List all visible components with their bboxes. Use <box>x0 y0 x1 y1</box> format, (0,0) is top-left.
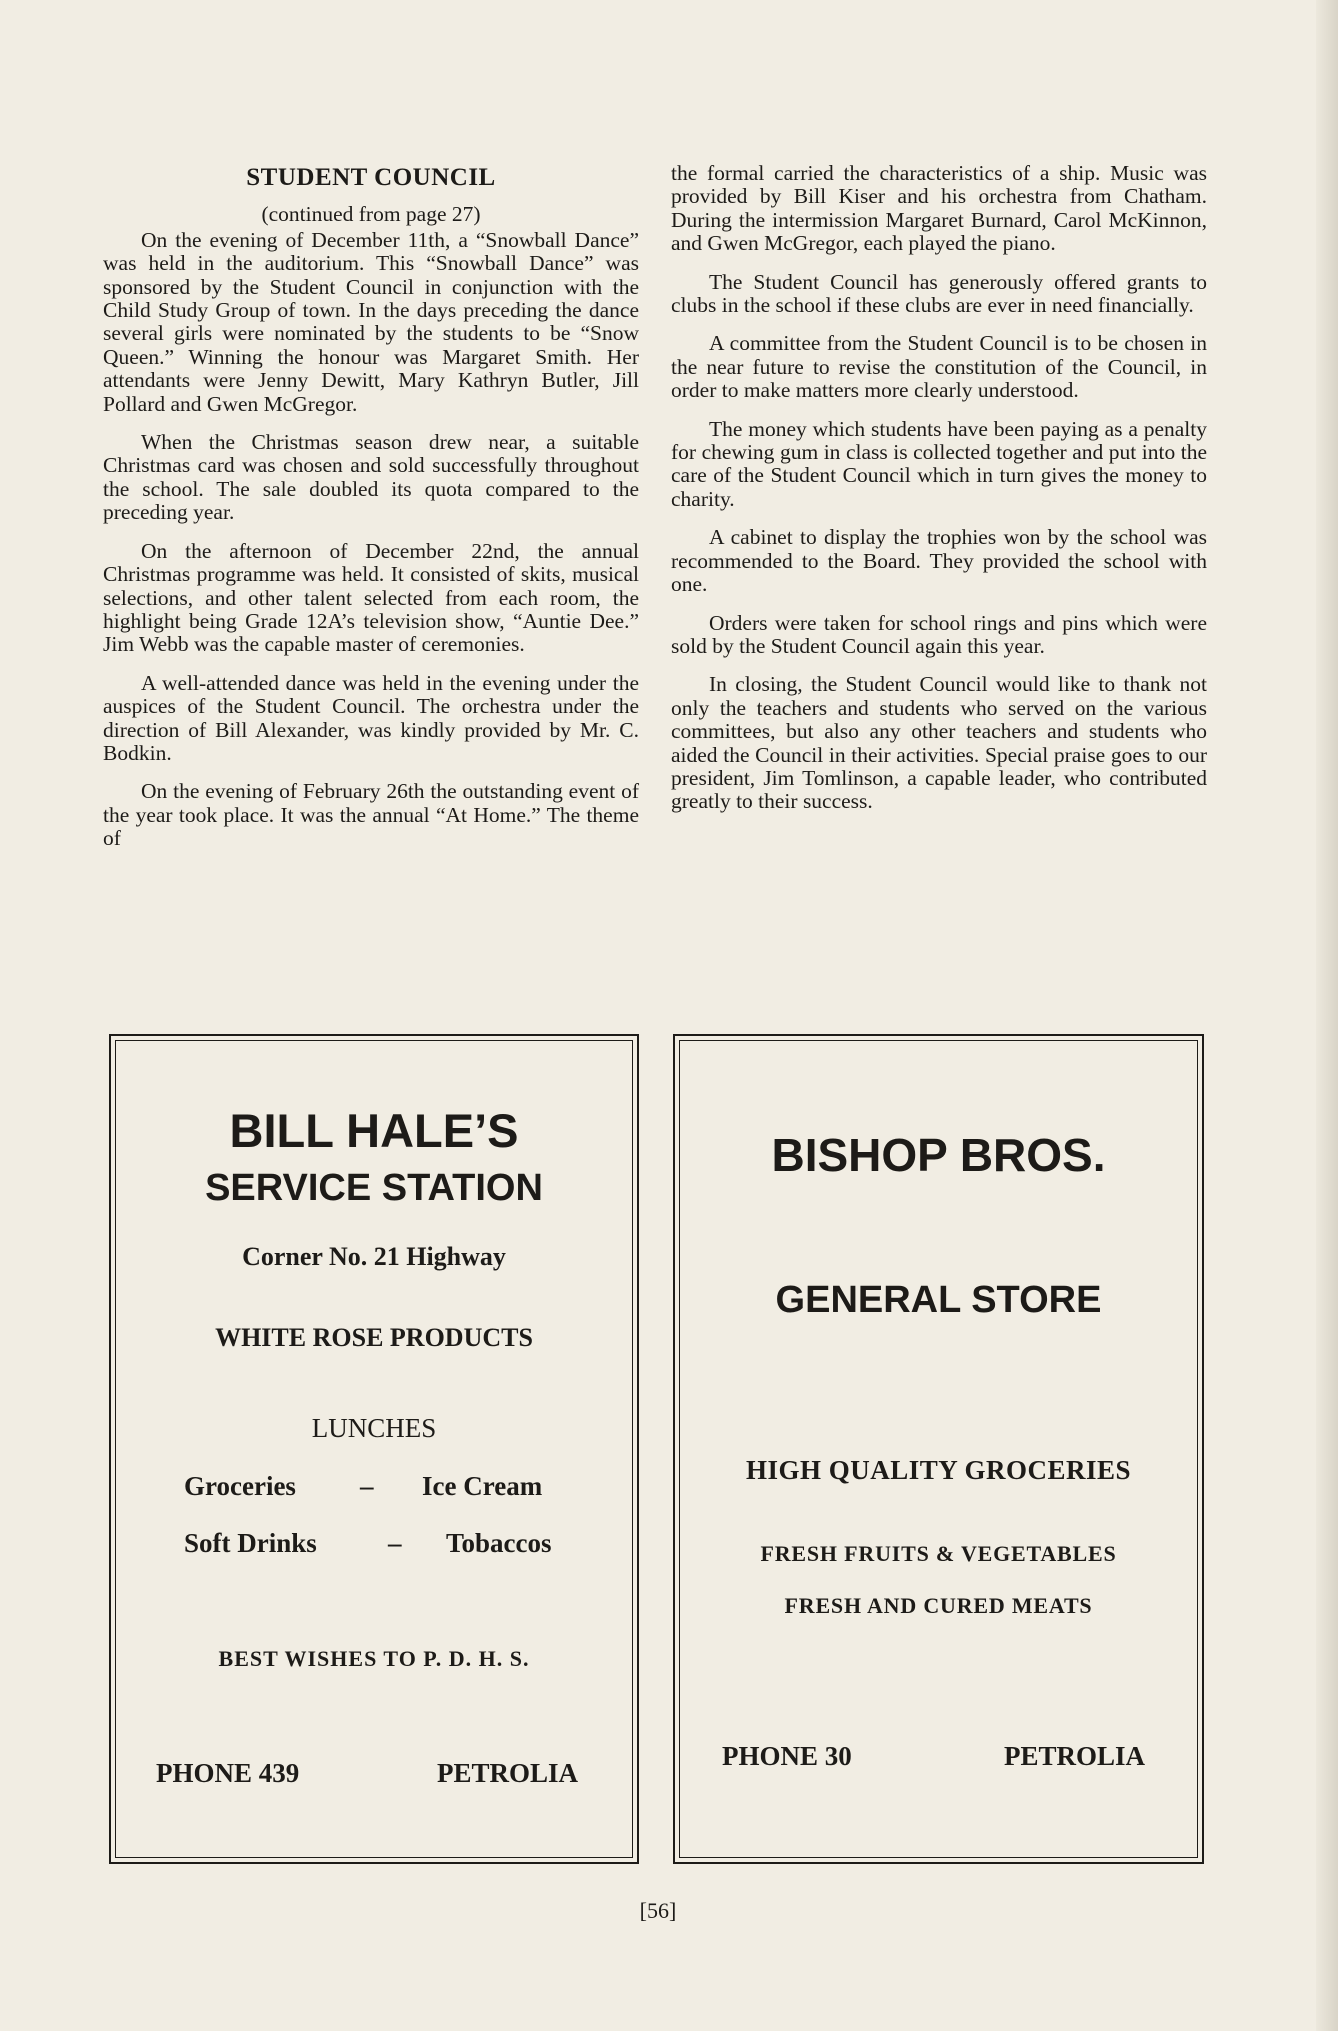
article-paragraph: the formal carried the characteristics of a ship. Music was provided by Bill Kiser and his orchestra from Chatham. During the intermission Margaret Burnard, Carol McKinnon, and Gwen McGregor, each played the piano. <box>671 161 1207 256</box>
ad-business-name: BILL HALE’S <box>229 1104 519 1157</box>
ad-fruits: FRESH FRUITS & VEGETABLES <box>760 1541 1117 1566</box>
article-paragraph: On the evening of December 11th, a “Snowball Dance” was held in the auditorium. This “Snowball Dance” was sponsored by the Student Council in conjunction with the Child Study Group of town. In the days preceding the dance several girls were nominated by the students to be “Snow Queen.” Winning the honour was Margaret Smith. Her attendants were Jenny Dewitt, Mary Kathryn Butler, Jill Pollard and Gwen McGregor. <box>103 227 639 416</box>
ad-phone: PHONE 30 <box>722 1741 852 1771</box>
page-number: [56] <box>639 1898 677 1923</box>
article-paragraph: A well-attended dance was held in the evening under the auspices of the Student Council. The orchestra under the direction of Bill Alexander, was kindly provided by Mr. C. Bodkin. <box>103 670 639 765</box>
ad-dash: – <box>388 1528 402 1558</box>
ad-inner-border <box>679 1040 1198 1858</box>
article-title: STUDENT COUNCIL <box>246 164 496 191</box>
ad-groceries: HIGH QUALITY GROCERIES <box>745 1455 1132 1485</box>
article-paragraph: The Student Council has generously offered grants to clubs in the school if these clubs are ever in need financially. <box>671 269 1207 318</box>
ad-best-wishes: BEST WISHES TO P. D. H. S. <box>218 1646 530 1671</box>
ad-dash: – <box>360 1471 374 1501</box>
page-edge <box>1316 0 1338 2031</box>
article-paragraph: In closing, the Student Council would like to thank not only the teachers and students who served on the various committees, but also any other teachers and students who aided the Council in their activities. Special praise goes to our president, Jim Tomlinson, a capable leader, who contributed greatly to their success. <box>671 672 1207 814</box>
ad-lunches: LUNCHES <box>311 1413 437 1443</box>
article-paragraph: A cabinet to display the trophies won by the school was recommended to the Board. They provided the school with one. <box>671 525 1207 597</box>
ad-tobaccos: Tobaccos <box>446 1528 552 1558</box>
ad-business-type: GENERAL STORE <box>775 1279 1102 1321</box>
article-paragraph: Orders were taken for school rings and pins which were sold by the Student Council again this year. <box>671 610 1207 658</box>
article-paragraph: When the Christmas season drew near, a suitable Christmas card was chosen and sold successfully throughout the school. The sale doubled its quota compared to the preceding year. <box>103 430 639 525</box>
ad-town: PETROLIA <box>437 1758 579 1788</box>
bishop-bros-advertisement <box>673 1034 1204 1864</box>
ad-phone: PHONE 439 <box>156 1758 300 1788</box>
ad-business-name: BISHOP BROS. <box>771 1129 1106 1181</box>
ad-town: PETROLIA <box>1004 1741 1146 1771</box>
ad-products: WHITE ROSE PRODUCTS <box>215 1323 533 1352</box>
ad-ice-cream: Ice Cream <box>422 1471 543 1501</box>
article-paragraph: A committee from the Student Council is to be chosen in the near future to revise the constitution of the Council, in order to make matters more clearly understood. <box>671 331 1207 403</box>
article-paragraph: The money which students have been paying as a penalty for chewing gum in class is collected together and put into the care of the Student Council which in turn gives the money to charity. <box>671 416 1207 511</box>
article-right-column <box>671 162 1207 829</box>
ad-meats: FRESH AND CURED MEATS <box>784 1593 1093 1618</box>
continued-note: (continued from page 27) <box>261 202 481 227</box>
ad-groceries: Groceries <box>184 1471 296 1501</box>
ad-inner-border <box>115 1040 633 1858</box>
ad-soft-drinks: Soft Drinks <box>184 1528 317 1558</box>
ad-business-type: SERVICE STATION <box>205 1167 543 1209</box>
article-left-column <box>103 160 639 866</box>
article-paragraph: On the evening of February 26th the outstanding event of the year took place. It was the annual “At Home.” The theme of <box>103 779 639 851</box>
bill-hales-advertisement <box>109 1034 639 1864</box>
article-paragraph: On the afternoon of December 22nd, the annual Christmas programme was held. It consisted of skits, musical selections, and other talent selected from each room, the highlight being Grade 12A’s television show, “Auntie Dee.” Jim Webb was the capable master of ceremonies. <box>103 538 639 657</box>
ad-location: Corner No. 21 Highway <box>242 1242 506 1271</box>
